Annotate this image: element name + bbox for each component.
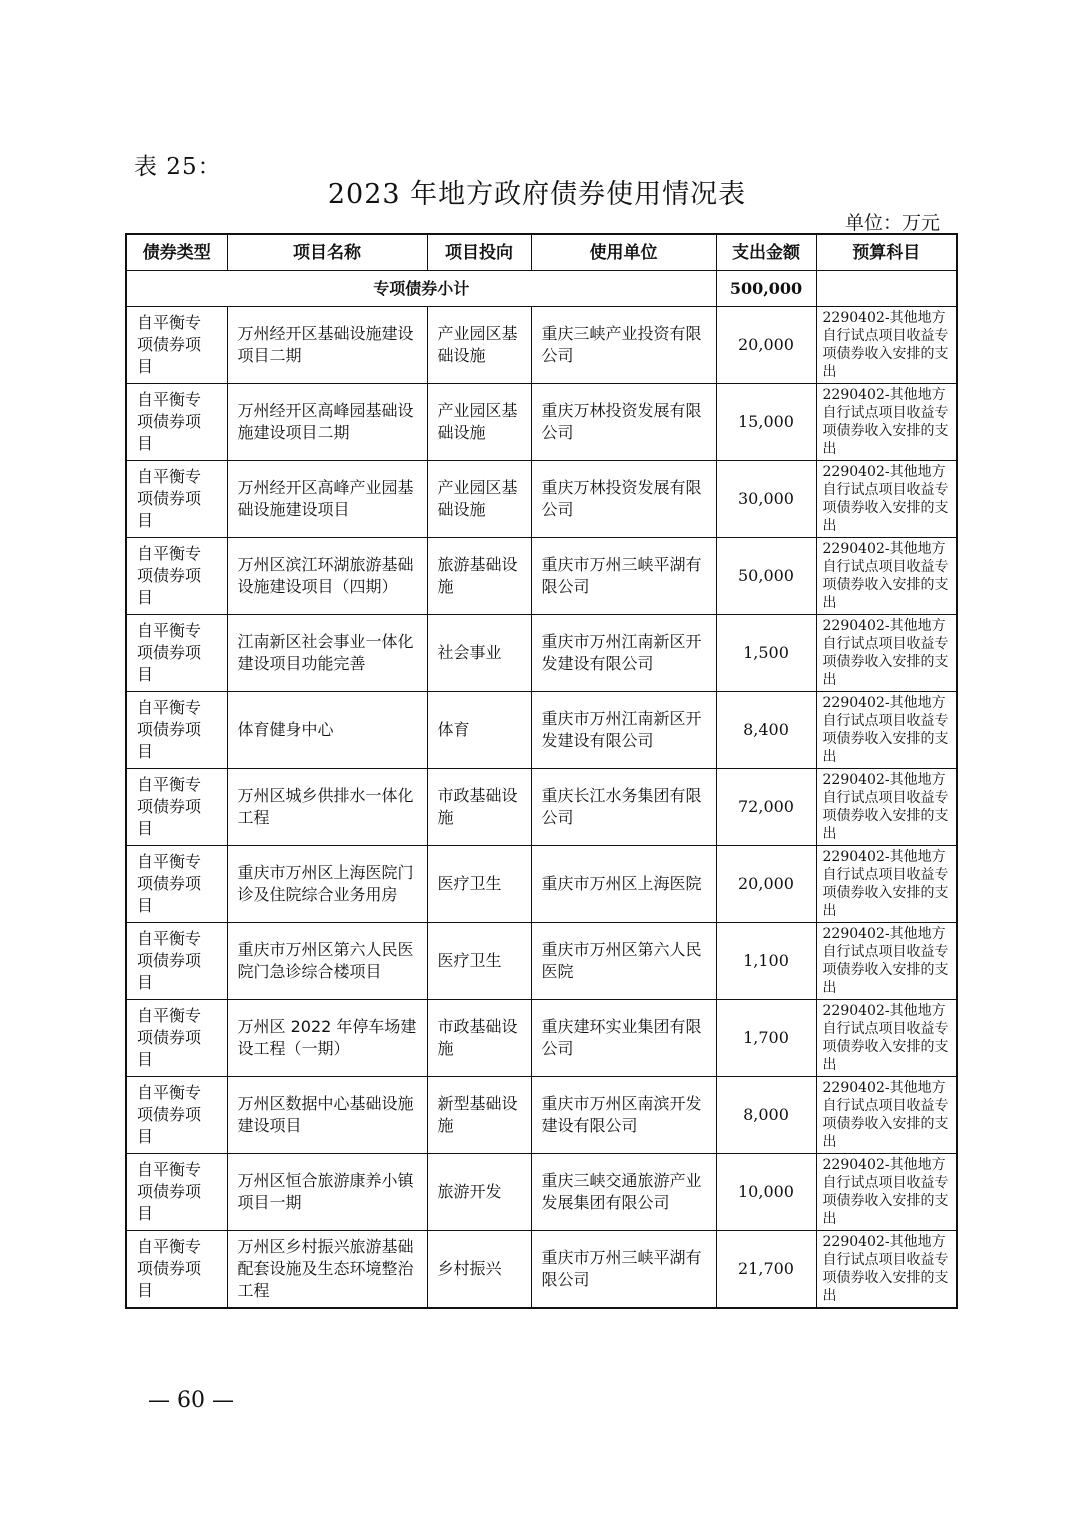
expenditure-amount-cell: 20,000	[716, 307, 816, 384]
expenditure-amount-cell: 21,700	[716, 1231, 816, 1309]
budget-subject-cell: 2290402-其他地方自行试点项目收益专项债券收入安排的支出	[816, 846, 957, 923]
table-row	[126, 1077, 957, 1154]
expenditure-amount-cell: 50,000	[716, 538, 816, 615]
bond-type-cell: 自平衡专项债券项目	[126, 846, 227, 923]
expenditure-amount-cell: 72,000	[716, 769, 816, 846]
project-name-cell: 万州经开区基础设施建设项目二期	[227, 307, 427, 384]
project-direction-cell: 乡村振兴	[427, 1231, 531, 1309]
bond-type-cell: 自平衡专项债券项目	[126, 538, 227, 615]
project-name-cell: 江南新区社会事业一体化建设项目功能完善	[227, 615, 427, 692]
expenditure-amount-cell: 10,000	[716, 1154, 816, 1231]
project-direction-cell: 产业园区基础设施	[427, 307, 531, 384]
bond-type-cell: 自平衡专项债券项目	[126, 769, 227, 846]
using-unit-cell: 重庆市万州江南新区开发建设有限公司	[531, 692, 716, 769]
budget-subject-cell: 2290402-其他地方自行试点项目收益专项债券收入安排的支出	[816, 692, 957, 769]
project-name-cell: 万州区乡村振兴旅游基础配套设施及生态环境整治工程	[227, 1231, 427, 1309]
table-row	[126, 1231, 957, 1309]
table-header-row	[126, 234, 957, 271]
bond-type-cell: 自平衡专项债券项目	[126, 1000, 227, 1077]
project-name-cell: 万州区滨江环湖旅游基础设施建设项目（四期）	[227, 538, 427, 615]
table-row	[126, 1154, 957, 1231]
header-expenditure-amount: 支出金额	[716, 234, 816, 271]
budget-subject-cell: 2290402-其他地方自行试点项目收益专项债券收入安排的支出	[816, 615, 957, 692]
using-unit-cell: 重庆市万州江南新区开发建设有限公司	[531, 615, 716, 692]
project-name-cell: 重庆市万州区上海医院门诊及住院综合业务用房	[227, 846, 427, 923]
table-row	[126, 384, 957, 461]
using-unit-cell: 重庆万林投资发展有限公司	[531, 384, 716, 461]
bond-type-cell: 自平衡专项债券项目	[126, 384, 227, 461]
project-name-cell: 万州区恒合旅游康养小镇项目一期	[227, 1154, 427, 1231]
budget-subject-cell: 2290402-其他地方自行试点项目收益专项债券收入安排的支出	[816, 1000, 957, 1077]
using-unit-cell: 重庆市万州区南滨开发建设有限公司	[531, 1077, 716, 1154]
project-direction-cell: 市政基础设施	[427, 1000, 531, 1077]
bond-type-cell: 自平衡专项债券项目	[126, 692, 227, 769]
project-direction-cell: 产业园区基础设施	[427, 384, 531, 461]
table-label: 表 25：	[134, 154, 222, 180]
expenditure-amount-cell: 8,400	[716, 692, 816, 769]
project-name-cell: 体育健身中心	[227, 692, 427, 769]
project-direction-cell: 旅游开发	[427, 1154, 531, 1231]
project-name-cell: 万州经开区高峰产业园基础设施建设项目	[227, 461, 427, 538]
budget-subject-cell: 2290402-其他地方自行试点项目收益专项债券收入安排的支出	[816, 461, 957, 538]
header-project-name: 项目名称	[227, 234, 427, 271]
header-project-direction: 项目投向	[427, 234, 531, 271]
project-direction-cell: 社会事业	[427, 615, 531, 692]
using-unit-cell: 重庆建环实业集团有限公司	[531, 1000, 716, 1077]
expenditure-amount-cell: 1,700	[716, 1000, 816, 1077]
using-unit-cell: 重庆市万州区上海医院	[531, 846, 716, 923]
bond-type-cell: 自平衡专项债券项目	[126, 307, 227, 384]
budget-subject-cell: 2290402-其他地方自行试点项目收益专项债券收入安排的支出	[816, 1077, 957, 1154]
bond-type-cell: 自平衡专项债券项目	[126, 1154, 227, 1231]
project-direction-cell: 旅游基础设施	[427, 538, 531, 615]
expenditure-amount-cell: 20,000	[716, 846, 816, 923]
budget-subject-cell: 2290402-其他地方自行试点项目收益专项债券收入安排的支出	[816, 923, 957, 1000]
project-name-cell: 万州区 2022 年停车场建设工程（一期）	[227, 1000, 427, 1077]
using-unit-cell: 重庆三峡产业投资有限公司	[531, 307, 716, 384]
expenditure-amount-cell: 8,000	[716, 1077, 816, 1154]
budget-subject-cell: 2290402-其他地方自行试点项目收益专项债券收入安排的支出	[816, 769, 957, 846]
project-name-cell: 万州区数据中心基础设施建设项目	[227, 1077, 427, 1154]
project-direction-cell: 市政基础设施	[427, 769, 531, 846]
table-row	[126, 923, 957, 1000]
expenditure-amount-cell: 30,000	[716, 461, 816, 538]
budget-subject-cell: 2290402-其他地方自行试点项目收益专项债券收入安排的支出	[816, 1154, 957, 1231]
expenditure-amount-cell: 15,000	[716, 384, 816, 461]
budget-subject-cell: 2290402-其他地方自行试点项目收益专项债券收入安排的支出	[816, 538, 957, 615]
bond-type-cell: 自平衡专项债券项目	[126, 1077, 227, 1154]
table-row	[126, 1000, 957, 1077]
subtotal-label: 专项债券小计	[126, 271, 716, 307]
project-direction-cell: 医疗卫生	[427, 846, 531, 923]
expenditure-amount-cell: 1,100	[716, 923, 816, 1000]
header-using-unit: 使用单位	[531, 234, 716, 271]
using-unit-cell: 重庆市万州三峡平湖有限公司	[531, 1231, 716, 1309]
page-number: — 60 —	[148, 1388, 234, 1413]
project-name-cell: 万州经开区高峰园基础设施建设项目二期	[227, 384, 427, 461]
bond-type-cell: 自平衡专项债券项目	[126, 923, 227, 1000]
unit-label: 单位：万元	[844, 212, 940, 234]
using-unit-cell: 重庆三峡交通旅游产业发展集团有限公司	[531, 1154, 716, 1231]
header-budget-subject: 预算科目	[816, 234, 957, 271]
expenditure-amount-cell: 1,500	[716, 615, 816, 692]
budget-subject-cell: 2290402-其他地方自行试点项目收益专项债券收入安排的支出	[816, 1231, 957, 1309]
table-row	[126, 615, 957, 692]
budget-subject-cell: 2290402-其他地方自行试点项目收益专项债券收入安排的支出	[816, 307, 957, 384]
bond-type-cell: 自平衡专项债券项目	[126, 461, 227, 538]
project-direction-cell: 医疗卫生	[427, 923, 531, 1000]
subtotal-row	[126, 271, 957, 307]
table-row	[126, 461, 957, 538]
table-row	[126, 692, 957, 769]
project-direction-cell: 产业园区基础设施	[427, 461, 531, 538]
subtotal-amount: 500,000	[716, 271, 816, 307]
project-direction-cell: 体育	[427, 692, 531, 769]
subtotal-subject	[816, 271, 957, 307]
table-row	[126, 769, 957, 846]
project-direction-cell: 新型基础设施	[427, 1077, 531, 1154]
table-row	[126, 538, 957, 615]
using-unit-cell: 重庆市万州区第六人民医院	[531, 923, 716, 1000]
using-unit-cell: 重庆万林投资发展有限公司	[531, 461, 716, 538]
header-bond-type: 债券类型	[126, 234, 227, 271]
table-row	[126, 307, 957, 384]
table-row	[126, 846, 957, 923]
using-unit-cell: 重庆长江水务集团有限公司	[531, 769, 716, 846]
bond-type-cell: 自平衡专项债券项目	[126, 1231, 227, 1309]
using-unit-cell: 重庆市万州三峡平湖有限公司	[531, 538, 716, 615]
project-name-cell: 万州区城乡供排水一体化工程	[227, 769, 427, 846]
project-name-cell: 重庆市万州区第六人民医院门急诊综合楼项目	[227, 923, 427, 1000]
bond-type-cell: 自平衡专项债券项目	[126, 615, 227, 692]
budget-subject-cell: 2290402-其他地方自行试点项目收益专项债券收入安排的支出	[816, 384, 957, 461]
document-title: 2023 年地方政府债券使用情况表	[327, 179, 747, 210]
bond-usage-table	[125, 233, 958, 1309]
